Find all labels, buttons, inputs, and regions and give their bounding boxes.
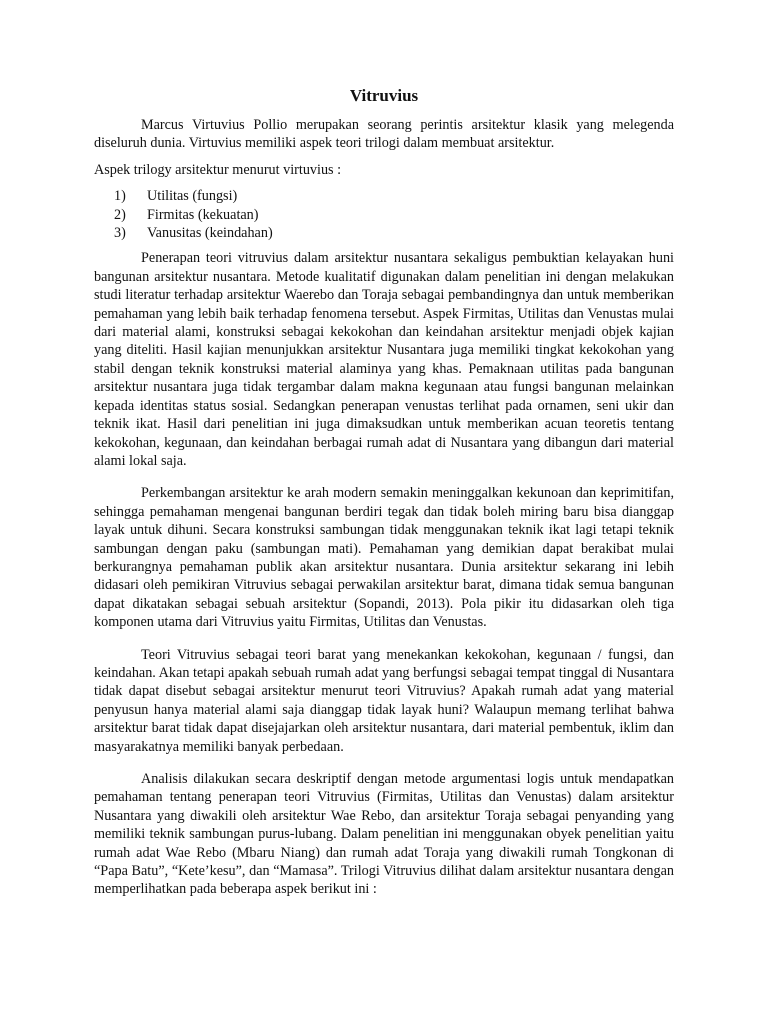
paragraph-perkembangan: Perkembangan arsitektur ke arah modern semakin meninggalkan kekunoan dan keprimitifan, sehingga pemahaman mengenai bangunan berdiri tegak dan tidak boleh miring baru bisa dianggap layak untuk dihuni. Secara konstruksi sambungan tidak menggunakan teknik ikat lagi tetapi teknik sambungan dengan paku (sambungan mati). Pemahaman yang demikian dapat berakibat mulai berkurangnya pemahaman publik akan arsitektur nusantara. Dunia arsitektur sekarang ini lebih didasari oleh pemikiran Vitruvius sebagai perwakilan arsitektur barat, dimana tidak semua bangunan dapat dikatakan sebagai sebuah arsitektur (Sopandi, 2013). Pola pikir itu didasarkan oleh tiga komponen utama dari Vitruvius yaitu Firmitas, Utilitas dan Venustas. xyxy=(94,485,674,631)
list-number: 2) xyxy=(114,206,126,223)
list-text: Vanusitas (keindahan) xyxy=(147,225,273,242)
document-title: Vitruvius xyxy=(349,86,419,105)
trilogy-list xyxy=(94,187,674,242)
list-item xyxy=(94,224,674,242)
paragraph-trilogy-heading: Aspek trilogy arsitektur menurut virtuvius : xyxy=(94,161,342,178)
paragraph-penerapan: Penerapan teori vitruvius dalam arsitektur nusantara sekaligus pembuktian kelayakan huni bangunan arsitektur nusantara. Metode kualitatif digunakan dalam penelitian ini dengan melakukan studi literatur terhadap arsitektur Waerebo dan Toraja sebagai pembandingnya dan untuk memberikan pemahaman yang lebih baik terhadap fenomena tersebut. Aspek Firmitas, Utilitas dan Venustas mulai dari material alami, konstruksi sebagai kekokohan dan keindahan arsitektur menjadi objek kajian yang diteliti. Hasil kajian menunjukkan arsitektur Nusantara juga memiliki tingkat kekokohan yang stabil dengan teknik konstruksi material alaminya yang khas. Pemaknaan utilitas pada bangunan arsitektur nusantara juga tidak tergambar dalam makna kegunaan atau fungsi bangunan melainkan kepada identitas status sosial. Sedangkan penerapan venustas terlihat pada ornamen, seni ukir dan teknik ikat. Hasil dari penelitian ini juga dimaksudkan untuk memberikan acuan teoretis tentang kekokohan, kegunaan, dan keindahan berbagai rumah adat di Nusantara yang dibangun dari material alami lokal saja. xyxy=(94,250,674,469)
list-text: Firmitas (kekuatan) xyxy=(147,206,259,223)
paragraph-intro: Marcus Virtuvius Pollio merupakan seorang perintis arsitektur klasik yang melegenda diseluruh dunia. Virtuvius memiliki aspek teori trilogi dalam membuat arsitektur. xyxy=(94,117,674,152)
paragraph-analisis: Analisis dilakukan secara deskriptif dengan metode argumentasi logis untuk mendapatkan pemahaman tentang penerapan teori Vitruvius (Firmitas, Utilitas dan Venustas) dalam arsitektur Nusantara yang diwakili oleh arsitektur Wae Rebo, dan arsitektur Toraja sebagai penyanding yang memiliki teknik sambungan purus-lubang. Dalam penelitian ini menggunakan obyek penelitian yaitu rumah adat Wae Rebo (Mbaru Niang) dan rumah adat Toraja yang diwakili rumah Tongkonan di “Papa Batu”, “Kete’kesu”, dan “Mamasa”. Trilogi Vitruvius dilihat dalam arsitektur nusantara dengan memperlihatkan pada beberapa aspek berikut ini : xyxy=(94,771,674,898)
paragraph-teori: Teori Vitruvius sebagai teori barat yang menekankan kekokohan, kegunaan / fungsi, dan keindahan. Akan tetapi apakah sebuah rumah adat yang berfungsi sebagai tempat tinggal di Nusantara tidak dapat disebut sebagai arsitektur menurut teori Vitruvius? Apakah rumah adat yang material penyusun hanya material alami saja dianggap tidak layak huni? Walaupun memang terlihat bahwa arsitektur barat tidak dapat disejajarkan oleh arsitektur nusantara, dari material pembentuk, iklim dan masyarakatnya memiliki banyak perbedaan. xyxy=(94,646,674,755)
list-item xyxy=(94,206,674,224)
list-text: Utilitas (fungsi) xyxy=(147,188,238,205)
list-number: 1) xyxy=(114,188,126,205)
list-item xyxy=(94,187,674,205)
list-number: 3) xyxy=(114,225,126,242)
